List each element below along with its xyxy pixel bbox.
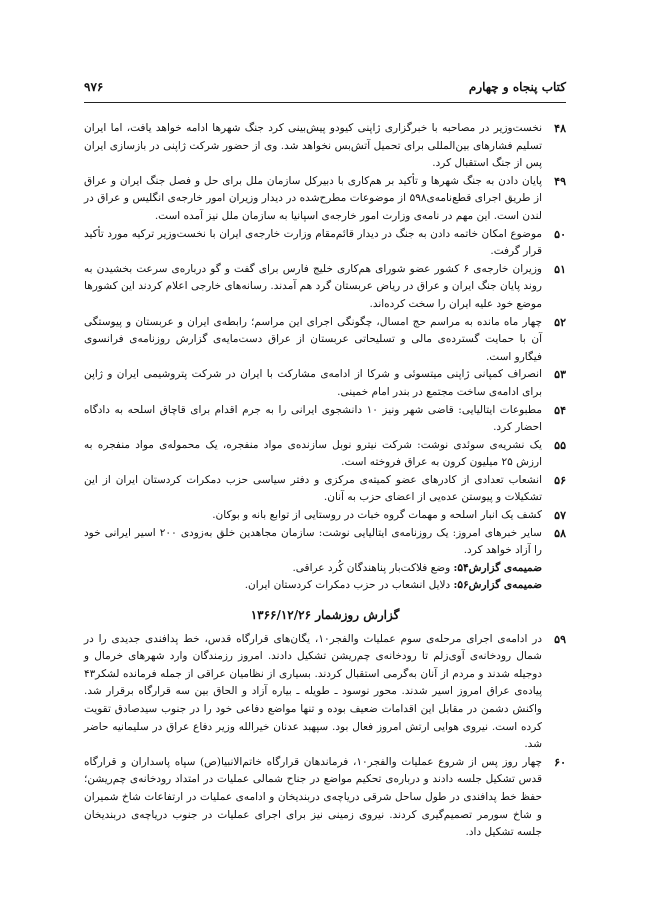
- entries-list: [84, 120, 566, 560]
- report-entry: [84, 226, 566, 261]
- page-body: [84, 120, 566, 842]
- entry-number: ۵۵: [554, 438, 566, 452]
- entry-text: نخست‌وزیر در مصاحبه با خبرگزاری ژاپنی کیودو پیش‌بینی کرد جنگ شهرها ادامه خواهد یافت، اما ایران تسلیم فشارهای بین‌المللی برای تحمیل آتش‌بس نخواهد شد. وی از حضور شرکت ژاپنی در بازسازی ایران پس از جنگ استقبال کرد.: [84, 122, 542, 170]
- entry-text: موضوع امکان خاتمه دادن به جنگ در دیدار قائم‌مقام وزارت خارجه‌ی ایران با نخست‌وزیر ترکیه مورد تأکید قرار گرفت.: [84, 227, 542, 258]
- entry-text: پایان دادن به جنگ شهرها و تأکید بر هم‌کاری با دبیرکل سازمان ملل برای حل و فصل جنگ ایران و عراق از طریق اجرای قطع‌نامه‌ی۵۹۸ از موضوعات مطرح‌شده در دیدار وزیران امور خارجه‌ی انگلیس و عراق در لندن است. این مهم در نامه‌ی وزارت امور خارجه‌ی اسپانیا به سازمان ملل نیز آمده است.: [84, 174, 542, 222]
- report-entry: [84, 314, 566, 367]
- report-entry: [84, 507, 566, 525]
- appendix-line: [84, 560, 566, 578]
- entry-text: در ادامه‌ی اجرای مرحله‌ی سوم عملیات والفجر۱۰، یگان‌های قرارگاه قدس، خط پدافندی جدیدی را در شمال رودخانه‌ی آوی‌زلم تا رودخانه‌ی چم‌ریشن تشکیل دادند. امروز رزمندگان وارد شهرهای خرمال و دوجیله شدند و مردم از آنان به‌گرمی استقبال کردند. بسیاری از نظامیان عراقی از جمله فرمانده لشکر۴۳ پیاده‌ی عراق امروز اسیر شدند. محور نوسود ـ طویله ـ بیاره آزاد و الحاق بین سه قرارگاه برقرار شد. واکنش دشمن در مقابل این اقدامات ضعیف بوده و تنها مواضع دفاعی خود را در جنوب سیدصادق تقویت کرده است. نیروی هوایی ارتش امروز فعال بود. سپهبد عدنان خیرالله وزیر دفاع عراق در سلیمانیه حاضر شد.: [84, 632, 543, 751]
- appendix-label: ضمیمه‌ی گزارش۵۴:: [453, 561, 542, 574]
- page-header: [84, 78, 566, 102]
- book-title: کتاب پنجاه و چهارم: [468, 80, 566, 94]
- entry-text: سایر خبرهای امروز: یک روزنامه‌ی ایتالیایی نوشت: سازمان مجاهدین خلق به‌زودی ۲۰۰ اسیر ایرانی خود را آزاد خواهد کرد.: [84, 526, 542, 557]
- entry-number: ۵۶: [554, 473, 566, 487]
- entry-text: چهار روز پس از شروع عملیات والفجر۱۰، فرماندهان قرارگاه خاتم‌الانبیا(ص) سپاه پاسداران و قرارگاه قدس تشکیل جلسه دادند و درباره‌ی تحکیم مواضع در جناح شمالی عملیات در امتداد رودخانه‌ی چم‌ریشن؛ حفظ خط پدافندی در طول ساحل شرقی دریاچه‌ی دربندیخان و ادامه‌ی عملیات در ارتفاعات شاخ شمیران و شاخ سورمر تصمیم‌گیری کردند. نیروی زمینی نیز برای اجرای عملیات در جنوب دریاچه‌ی دربندیخان جلسه تشکیل داد.: [84, 755, 542, 839]
- appendix-text: دلایل انشعاب در حزب دمکرات کردستان ایران.: [244, 579, 454, 592]
- report-entry: [84, 120, 566, 173]
- report-entry: [84, 631, 566, 754]
- report-entry: [84, 525, 566, 560]
- report-entry: [84, 472, 566, 507]
- entry-number: ۵۴: [554, 403, 566, 417]
- report-entry: [84, 366, 566, 401]
- header-divider: [84, 102, 566, 103]
- entry-text: انشعاب تعدادی از کادرهای عضو کمیته‌ی مرکزی و دفتر سیاسی حزب دمکرات کردستان ایران از این تشکیلات و پیوستن عده‌یی از اعضای حزب به آنان.: [84, 473, 542, 504]
- section-title: گزارش روزشمار ۱۳۶۶/۱۲/۲۶: [250, 608, 400, 623]
- entry-number: ۵۱: [554, 262, 566, 276]
- entry-number: ۵۰: [554, 227, 566, 241]
- page-number: ۹۷۶: [84, 80, 104, 94]
- appendix-label: ضمیمه‌ی گزارش۵۶:: [453, 579, 542, 592]
- entry-number: ۵۲: [554, 315, 566, 329]
- entry-text: مطبوعات ایتالیایی: قاضی شهر ونیز ۱۰ دانشجوی ایرانی را به جرم اقدام برای قاچاق اسلحه به دادگاه احضار کرد.: [84, 403, 542, 434]
- entry-number: ۵۷: [554, 509, 566, 523]
- entry-text: کشف یک انبار اسلحه و مهمات گروه خبات در روستایی از توابع بانه و بوکان.: [212, 509, 542, 522]
- entries-list-daily-report: [84, 631, 566, 842]
- appendix-text: وضع فلاکت‌بار پناهندگان کُرد عراقی.: [292, 561, 454, 574]
- report-entry: [84, 173, 566, 226]
- report-entry: [84, 437, 566, 472]
- appendices-list: [84, 560, 566, 595]
- entry-number: ۵۹: [554, 632, 566, 646]
- entry-text: چهار ماه مانده به مراسم حج امسال، چگونگی اجرای این مراسم؛ رابطه‌ی ایران و عربستان و پیوستگی آن با حمایت گسترده‌ی مالی و تسلیحاتی عربستان از عراق دست‌مایه‌ی گزارش روزنامه‌ی فرانسوی فیگارو است.: [84, 315, 542, 363]
- report-entry: [84, 402, 566, 437]
- entry-number: ۴۸: [554, 122, 566, 135]
- entry-text: یک نشریه‌ی سوئدی نوشت: شرکت نیترو نوبل سازنده‌ی مواد منفجره، یک محموله‌ی مواد منفجره به ارزش ۲۵ میلیون کرون به عراق فروخته است.: [84, 438, 542, 469]
- appendix-line: [84, 577, 566, 595]
- entry-number: ۴۹: [554, 174, 566, 188]
- report-entry: [84, 261, 566, 314]
- entry-number: ۶۰: [554, 755, 566, 769]
- entry-number: ۵۸: [554, 526, 566, 540]
- report-entry: [84, 754, 566, 842]
- entry-text: انصراف کمپانی ژاپنی میتسوئی و شرکا از ادامه‌ی مشارکت با ایران در شرکت پتروشیمی ایران و ژاپن برای ادامه‌ی ساخت مجتمع در بندر امام خمینی.: [84, 368, 542, 398]
- entry-text: وزیران خارجه‌ی ۶ کشور عضو شورای هم‌کاری خلیج فارس برای گفت و گو درباره‌ی سرعت بخشیدن به روند پایان جنگ ایران و عراق در ریاض عربستان گرد هم آمدند. رسانه‌های خارجی اعلام کردند این کشورها موضع خود علیه ایران را سخت کرده‌اند.: [84, 262, 542, 310]
- entry-number: ۵۳: [554, 368, 566, 382]
